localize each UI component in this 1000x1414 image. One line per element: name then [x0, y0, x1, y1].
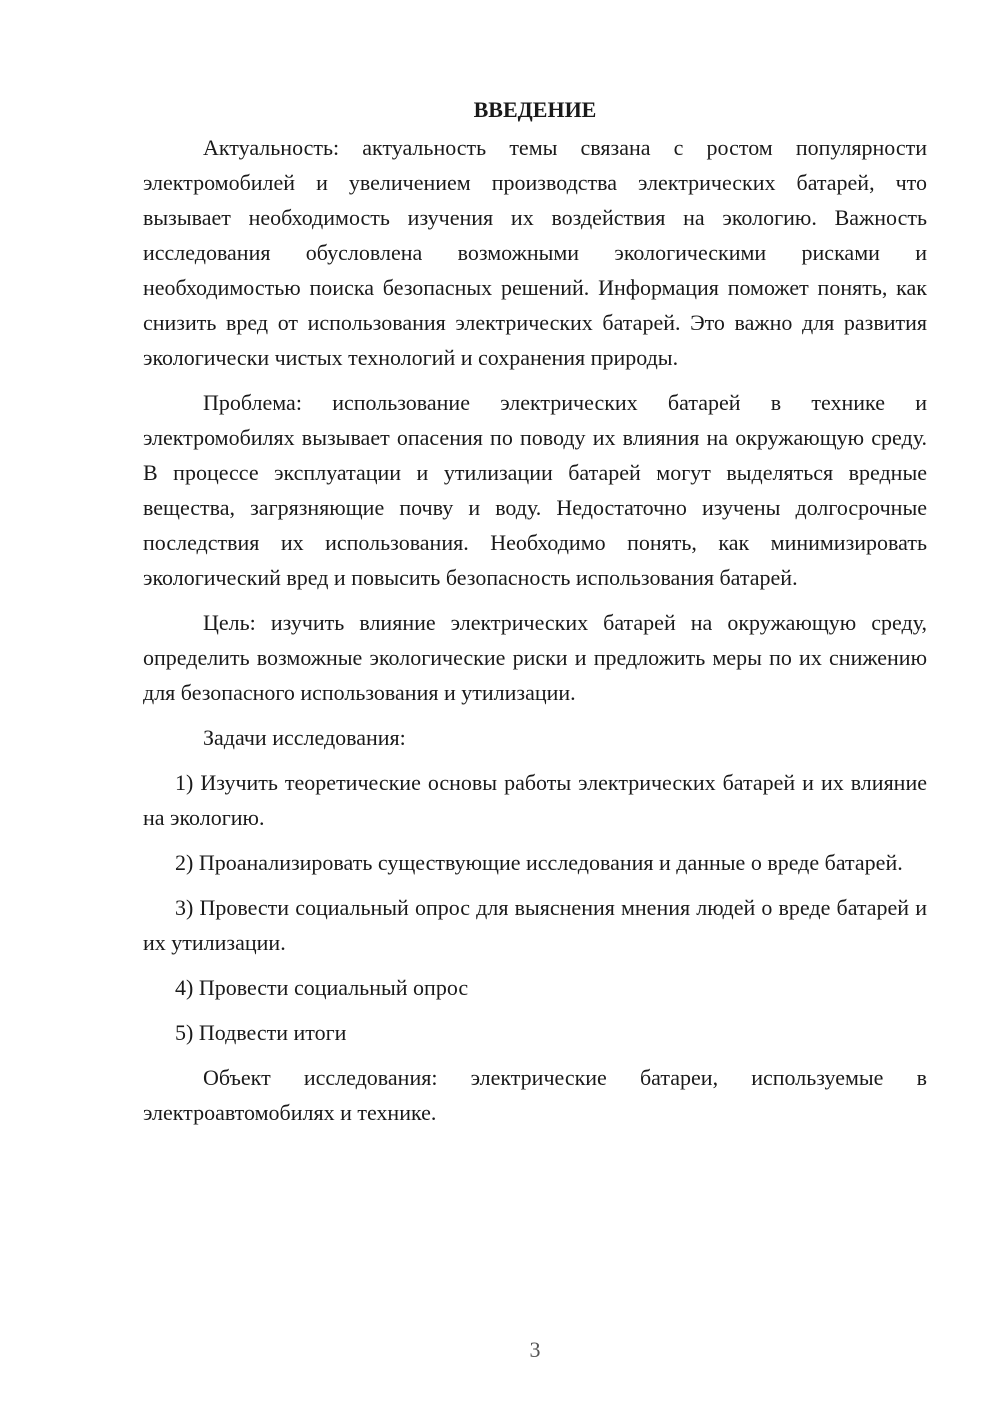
- paragraph-goal: Цель: изучить влияние электрических батарей на окружающую среду, определить возможные экологические риски и предложить меры по их снижению для безопасного использования и утилизации.: [143, 610, 927, 705]
- tasks-heading: Задачи исследования:: [203, 725, 406, 750]
- task-item: 3) Провести социальный опрос для выяснения мнения людей о вреде батарей и их утилизации.: [143, 895, 927, 955]
- page-number: 3: [529, 1337, 541, 1362]
- task-item: 4) Провести социальный опрос: [175, 975, 469, 1000]
- paragraph-object: Объект исследования: электрические батареи, используемые в электроавтомобилях и технике.: [143, 1065, 927, 1125]
- task-item: 1) Изучить теоретические основы работы электрических батарей и их влияние на экологию.: [143, 770, 927, 830]
- paragraph-problem: Проблема: использование электрических батарей в технике и электромобилях вызывает опасения по поводу их влияния на окружающую среду. В процессе эксплуатации и утилизации батарей могут выделяться вредные вещества, загрязняющие почву и воду. Недостаточно изучены долгосрочные последствия их использования. Необходимо понять, как минимизировать экологический вред и повысить безопасность использования батарей.: [143, 390, 927, 590]
- page-content: [143, 92, 927, 1130]
- paragraph-relevance: Актуальность: актуальность темы связана с ростом популярности электромобилей и увеличением производства электрических батарей, что вызывает необходимость изучения их воздействия на экологию. Важность исследования обусловлена возможными экологическими рисками и необходимостью поиска безопасных решений. Информация поможет понять, как снизить вред от использования электрических батарей. Это важно для развития экологически чистых технологий и сохранения природы.: [143, 135, 927, 370]
- task-item: 5) Подвести итоги: [175, 1020, 347, 1045]
- section-title: ВВЕДЕНИЕ: [473, 97, 597, 122]
- task-item: 2) Проанализировать существующие исследования и данные о вреде батарей.: [175, 850, 903, 875]
